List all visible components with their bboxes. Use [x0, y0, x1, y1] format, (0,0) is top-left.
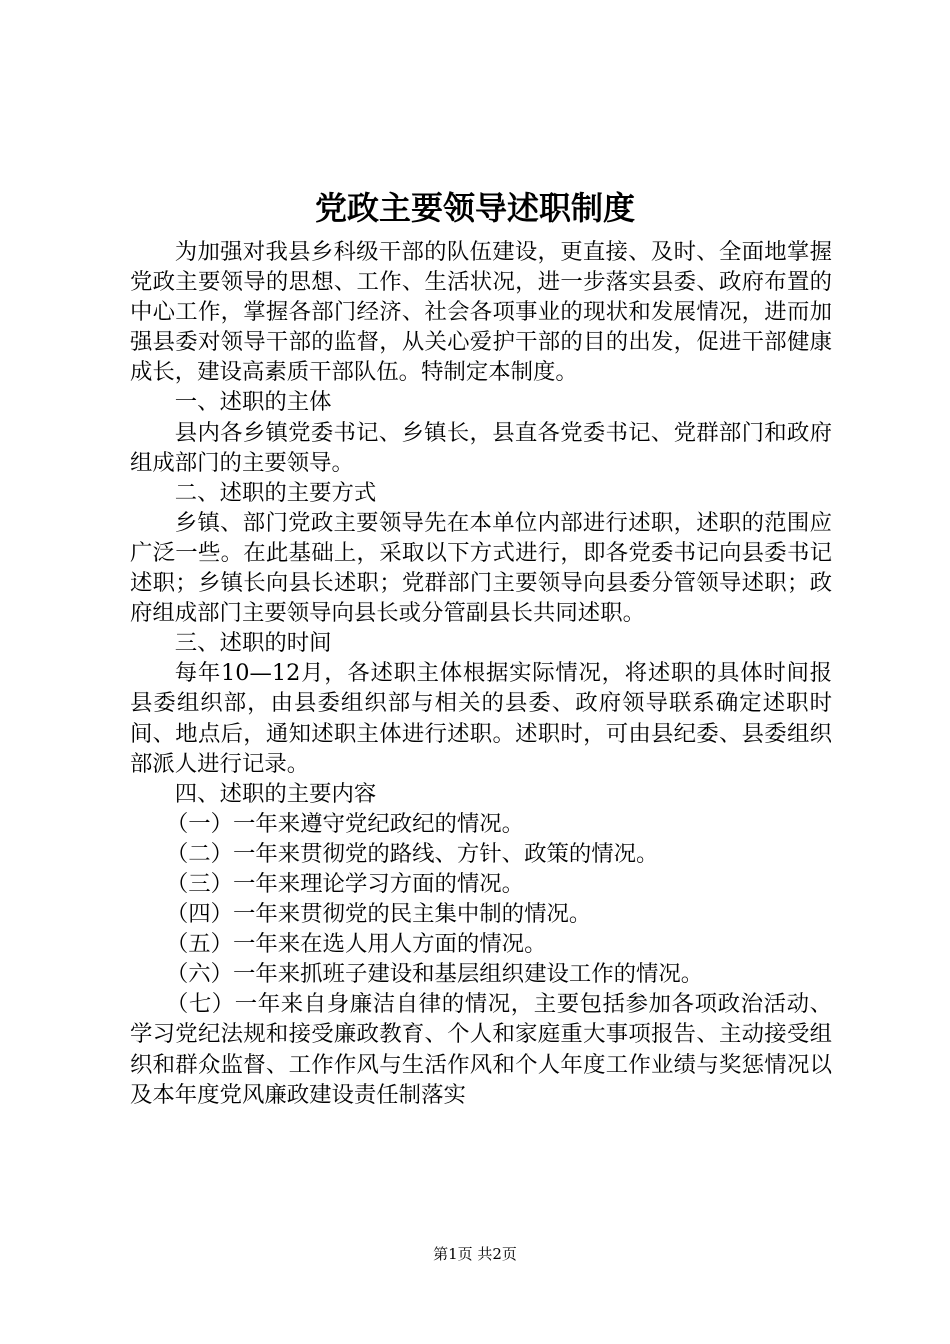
section-heading-4: 四、述职的主要内容 [174, 780, 377, 807]
list-item: （六）一年来抓班子建设和基层组织建设工作的情况。 [165, 961, 704, 988]
section-heading-1: 一、述职的主体 [174, 389, 332, 416]
list-item: （一）一年来遵守党纪政纪的情况。 [165, 810, 525, 837]
list-item: （二）一年来贯彻党的路线、方针、政策的情况。 [165, 840, 659, 867]
section-heading-3: 三、述职的时间 [174, 630, 332, 657]
paragraph-time: 每年10—12月，各述职主体根据实际情况，将述职的具体时间报县委组织部，由县委组织部与相关的县委、政府领导联系确定述职时间、地点后，通知述职主体进行述职。述职时，可由县纪委、县委组织部派人进行记录。 [130, 660, 832, 777]
document-title: 党政主要领导述职制度 [314, 189, 635, 227]
document-body [130, 237, 832, 1110]
page-footer: 第1页 共2页 [433, 1245, 517, 1263]
section-heading-2: 二、述职的主要方式 [174, 479, 377, 506]
paragraph-subject: 县内各乡镇党委书记、乡镇长，县直各党委书记、党群部门和政府组成部门的主要领导。 [130, 419, 832, 476]
list-item: （四）一年来贯彻党的民主集中制的情况。 [165, 901, 592, 928]
paragraph-intro: 为加强对我县乡科级干部的队伍建设，更直接、及时、全面地掌握党政主要领导的思想、工作、生活状况，进一步落实县委、政府布置的中心工作，掌握各部门经济、社会各项事业的现状和发展情况，进而加强县委对领导干部的监督，从关心爱护干部的目的出发，促进干部健康成长，建设高素质干部队伍。特制定本制度。 [130, 239, 832, 386]
list-item: （七）一年来自身廉洁自律的情况，主要包括参加各项政治活动、学习党纪法规和接受廉政教育、个人和家庭重大事项报告、主动接受组织和群众监督、工作作风与生活作风和个人年度工作业绩与奖惩情况以及本年度党风廉政建设责任制落实 [130, 991, 832, 1108]
paragraph-method: 乡镇、部门党政主要领导先在本单位内部进行述职，述职的范围应广泛一些。在此基础上，采取以下方式进行，即各党委书记向县委书记述职；乡镇长向县长述职；党群部门主要领导向县委分管领导述职；政府组成部门主要领导向县长或分管副县长共同述职。 [130, 509, 832, 627]
list-item: （五）一年来在选人用人方面的情况。 [165, 931, 547, 958]
list-item: （三）一年来理论学习方面的情况。 [165, 870, 525, 897]
